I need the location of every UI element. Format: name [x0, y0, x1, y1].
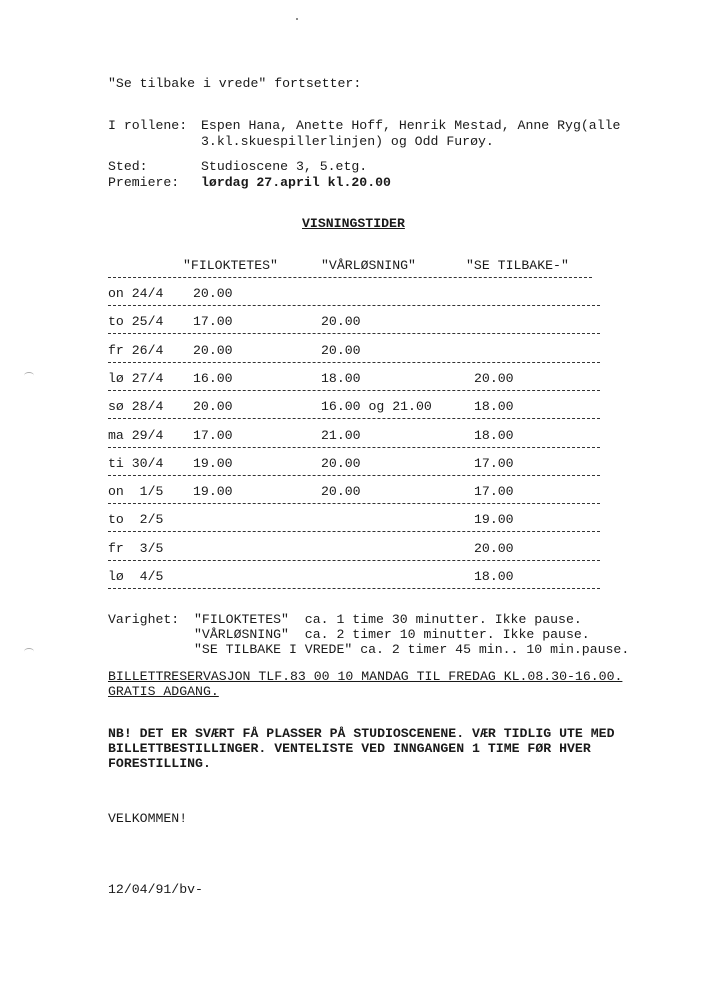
row-date: ti 30/4 [108, 456, 164, 471]
table-rule [108, 475, 600, 476]
welcome-line: VELKOMMEN! [108, 811, 188, 826]
table-rule [108, 447, 600, 448]
column-header-filoktetes: "FILOKTETES" [183, 258, 278, 273]
free-entry-line: GRATIS ADGANG. [108, 684, 219, 699]
intro-line: "Se tilbake i vrede" fortsetter: [108, 76, 362, 91]
footer-code: 12/04/91/bv- [108, 882, 203, 897]
duration-line-2: "VÅRLØSNING" ca. 2 timer 10 minutter. Ikke pause. [194, 627, 590, 642]
cast-label: I rollene: [108, 118, 188, 133]
schedule-heading: VISNINGSTIDER [302, 216, 405, 231]
row-date: on 24/4 [108, 286, 164, 301]
row-varlosning-time: 20.00 [321, 343, 361, 358]
note-line-2: BILLETTBESTILLINGER. VENTELISTE VED INNGANGEN 1 TIME FØR HVER [108, 741, 591, 756]
row-date: ma 29/4 [108, 428, 164, 443]
row-filoktetes-time: 19.00 [193, 484, 233, 499]
row-se-tilbake-time: 17.00 [474, 456, 514, 471]
row-se-tilbake-time: 18.00 [474, 569, 514, 584]
row-varlosning-time: 16.00 og 21.00 [321, 399, 432, 414]
row-filoktetes-time: 17.00 [193, 314, 233, 329]
duration-line-1: "FILOKTETES" ca. 1 time 30 minutter. Ikke pause. [194, 612, 582, 627]
row-se-tilbake-time: 17.00 [474, 484, 514, 499]
table-rule [108, 305, 600, 306]
column-header-varlosning: "VÅRLØSNING" [321, 258, 416, 273]
row-date: fr 3/5 [108, 541, 164, 556]
row-varlosning-time: 18.00 [321, 371, 361, 386]
note-line-3: FORESTILLING. [108, 756, 211, 771]
column-header-se-tilbake: "SE TILBAKE-" [466, 258, 569, 273]
row-date: to 25/4 [108, 314, 164, 329]
scan-speck [296, 18, 298, 20]
premiere-value: lørdag 27.april kl.20.00 [201, 175, 391, 190]
hole-punch-mark [24, 648, 34, 655]
duration-label: Varighet: [108, 612, 180, 627]
venue-label: Sted: [108, 159, 148, 174]
row-varlosning-time: 20.00 [321, 484, 361, 499]
row-date: lø 27/4 [108, 371, 164, 386]
row-date: sø 28/4 [108, 399, 164, 414]
row-filoktetes-time: 16.00 [193, 371, 233, 386]
cast-line-1: Espen Hana, Anette Hoff, Henrik Mestad, Anne Ryg(alle [201, 118, 621, 133]
row-date: on 1/5 [108, 484, 164, 499]
duration-line-3: "SE TILBAKE I VREDE" ca. 2 timer 45 min.. 10 min.pause. [194, 642, 630, 657]
row-date: fr 26/4 [108, 343, 164, 358]
table-rule [108, 560, 600, 561]
row-filoktetes-time: 19.00 [193, 456, 233, 471]
table-rule [108, 503, 600, 504]
table-rule [108, 333, 600, 334]
row-varlosning-time: 20.00 [321, 456, 361, 471]
row-filoktetes-time: 20.00 [193, 286, 233, 301]
row-filoktetes-time: 20.00 [193, 343, 233, 358]
table-rule [108, 531, 600, 532]
row-se-tilbake-time: 20.00 [474, 371, 514, 386]
table-rule [108, 588, 600, 589]
reservation-line: BILLETTRESERVASJON TLF.83 00 10 MANDAG TIL FREDAG KL.08.30-16.00. [108, 669, 623, 684]
cast-line-2: 3.kl.skuespillerlinjen) og Odd Furøy. [201, 134, 494, 149]
table-rule [108, 390, 600, 391]
row-filoktetes-time: 20.00 [193, 399, 233, 414]
row-se-tilbake-time: 18.00 [474, 428, 514, 443]
row-se-tilbake-time: 20.00 [474, 541, 514, 556]
venue-value: Studioscene 3, 5.etg. [201, 159, 368, 174]
row-date: lø 4/5 [108, 569, 164, 584]
premiere-label: Premiere: [108, 175, 180, 190]
table-rule [108, 277, 592, 278]
row-se-tilbake-time: 19.00 [474, 512, 514, 527]
note-line-1: NB! DET ER SVÆRT FÅ PLASSER PÅ STUDIOSCENENE. VÆR TIDLIG UTE MED [108, 726, 615, 741]
row-varlosning-time: 21.00 [321, 428, 361, 443]
table-rule [108, 362, 600, 363]
row-date: to 2/5 [108, 512, 164, 527]
row-varlosning-time: 20.00 [321, 314, 361, 329]
hole-punch-mark [24, 372, 34, 379]
row-se-tilbake-time: 18.00 [474, 399, 514, 414]
row-filoktetes-time: 17.00 [193, 428, 233, 443]
table-rule [108, 418, 600, 419]
